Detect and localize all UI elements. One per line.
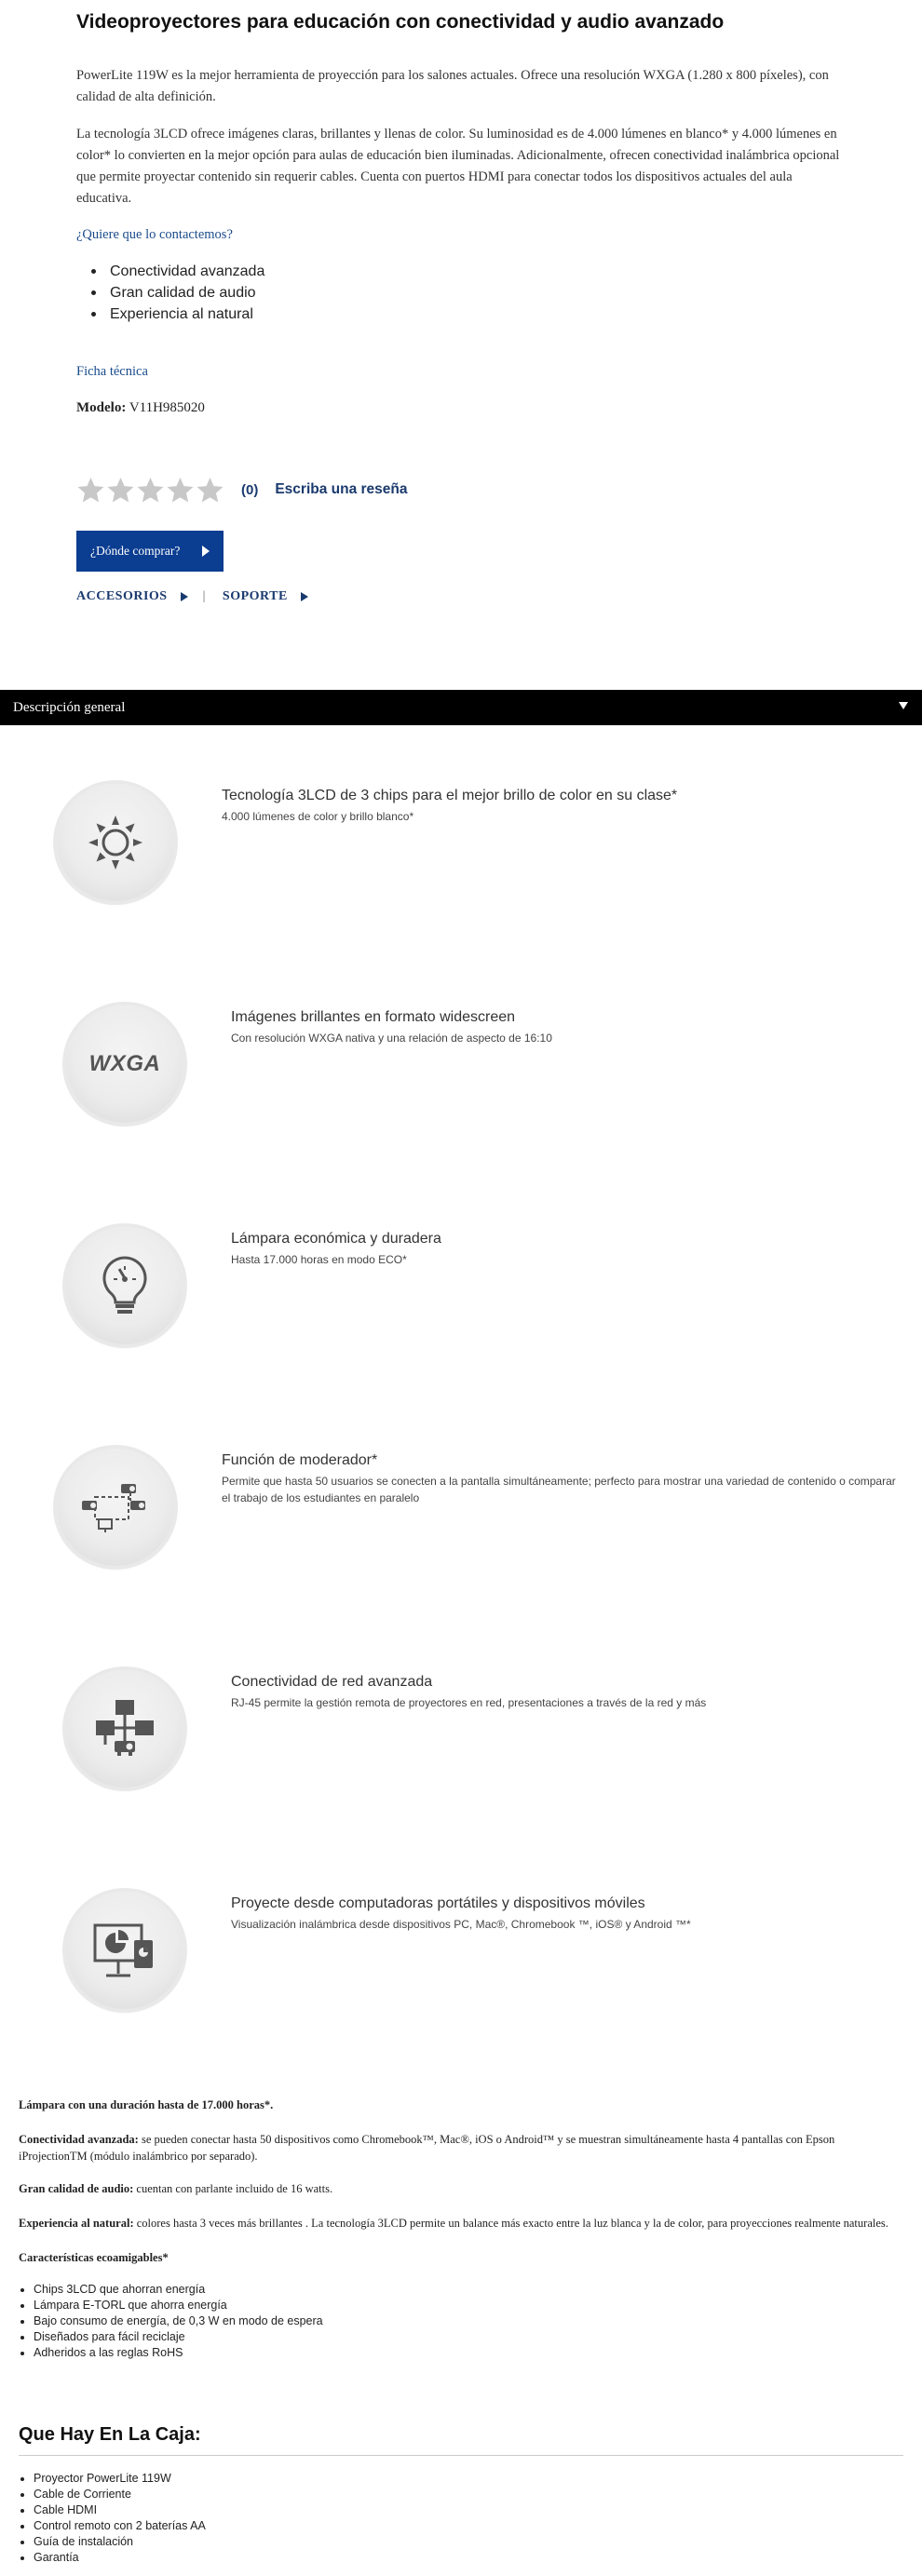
model-info — [76, 400, 205, 416]
star-icon[interactable] — [76, 476, 105, 505]
list-item: Adheridos a las reglas RoHS — [34, 2345, 323, 2361]
model-label: Modelo: — [76, 400, 127, 415]
lamp-note-text: Lámpara con una duración hasta de 17.000 horas*. — [19, 2098, 274, 2111]
star-icon[interactable] — [196, 476, 224, 505]
list-item: Experiencia al natural — [110, 303, 264, 325]
wxga-icon — [66, 1005, 183, 1123]
list-item: Proyector PowerLite 119W — [34, 2471, 206, 2487]
list-item: Cable HDMI — [34, 2502, 206, 2518]
secondary-links — [76, 589, 308, 604]
audio-note — [19, 2180, 903, 2197]
technology-paragraph: La tecnología 3LCD ofrece imágenes claras, brillantes y llenas de color. Su luminosidad es de 4.000 lúmenes en blanco* y 4.000 lúmenes en color* lo convierten en la mejor opción para aulas de educación bien iluminadas. Adicionalmente, ofrecen conectividad inalámbrica opcional que permite proyectar contenido sin requerir cables. Cuenta con puertos HDMI para conectar todos los dispositivos actuales del aula educativa. — [76, 127, 840, 206]
list-item: Guía de instalación — [34, 2534, 206, 2550]
spec-sheet-link[interactable]: Ficha técnica — [76, 364, 148, 379]
feature-title: Tecnología 3LCD de 3 chips para el mejor brillo de color en su clase* — [222, 788, 678, 803]
natural-note — [19, 2215, 903, 2232]
box-contents-title: Que Hay En La Caja: — [19, 2424, 201, 2445]
caret-down-icon[interactable] — [899, 702, 908, 709]
review-count: (0) — [241, 481, 259, 498]
triangle-right-icon — [181, 592, 188, 601]
feature-description: Hasta 17.000 horas en modo ECO* — [231, 1253, 407, 1266]
devices-presentation-icon — [66, 1892, 183, 2009]
eco-title: Características ecoamigables* — [19, 2251, 169, 2264]
play-arrow-icon — [202, 546, 210, 557]
eco-heading — [19, 2249, 903, 2266]
list-item: Cable de Corriente — [34, 2487, 206, 2502]
natural-label: Experiencia al natural: — [19, 2217, 134, 2230]
list-item: Garantía — [34, 2550, 206, 2566]
feature-row — [0, 775, 922, 905]
description-accordion-header[interactable] — [0, 690, 922, 725]
moderator-network-icon — [57, 1449, 174, 1566]
network-topology-icon — [66, 1670, 183, 1787]
star-icon[interactable] — [166, 476, 195, 505]
list-item: Gran calidad de audio — [110, 282, 264, 303]
list-item: Bajo consumo de energía, de 0,3 W en modo de espera — [34, 2314, 323, 2327]
feature-title: Proyecte desde computadoras portátiles y dispositivos móviles — [231, 1895, 645, 1911]
star-icon[interactable] — [136, 476, 165, 505]
page-title: Videoproyectores para educación con conectividad y audio avanzado — [76, 11, 725, 33]
write-review-link[interactable]: Escriba una reseña — [275, 481, 408, 497]
connectivity-note — [19, 2131, 903, 2165]
list-item: Lámpara E-TORL que ahorra energía — [34, 2298, 323, 2313]
box-contents-list — [34, 2471, 206, 2566]
rating-bar — [76, 471, 408, 508]
feature-row — [0, 1218, 922, 1348]
list-item: Diseñados para fácil reciclaje — [34, 2329, 323, 2345]
list-item: Conectividad avanzada — [110, 261, 264, 282]
feature-row — [0, 1439, 922, 1570]
feature-description: 4.000 lúmenes de color y brillo blanco* — [222, 810, 414, 823]
audio-label: Gran calidad de audio: — [19, 2182, 134, 2195]
triangle-right-icon — [301, 592, 308, 601]
feature-row — [0, 1661, 922, 1791]
accessories-link[interactable]: ACCESORIOS — [76, 589, 168, 603]
description-title: Descripción general — [13, 699, 126, 715]
feature-title: Lámpara económica y duradera — [231, 1231, 441, 1247]
connectivity-label: Conectividad avanzada: — [19, 2133, 139, 2146]
feature-description: Visualización inalámbrica desde dispositivos PC, Mac®, Chromebook ™, iOS® y Android ™* — [231, 1918, 691, 1931]
model-value: V11H985020 — [129, 400, 205, 415]
feature-title: Imágenes brillantes en formato widescreen — [231, 1009, 516, 1025]
where-to-buy-label: ¿Dónde comprar? — [90, 544, 181, 558]
star-rating[interactable] — [76, 476, 224, 505]
list-item: Chips 3LCD que ahorran energía — [34, 2282, 323, 2298]
intro-paragraph: PowerLite 119W es la mejor herramienta de proyección para los salones actuales. Ofrece una resolución WXGA (1.280 x 800 píxeles), con calidad de alta definición. — [76, 68, 829, 104]
natural-text: colores hasta 3 veces más brillantes . La tecnología 3LCD permite un balance más exacto entre la luz blanca y la de color, para proyecciones realmente naturales. — [133, 2217, 888, 2230]
connectivity-text: se pueden conectar hasta 50 dispositivos como Chromebook™, Mac®, iOS o Android™ y se muestran simultáneamente hasta 4 pantallas con Epson iProjectionTM (módulo inalámbrico por separado). — [19, 2133, 835, 2163]
eco-list — [34, 2282, 323, 2361]
feature-description: Con resolución WXGA nativa y una relación de aspecto de 16:10 — [231, 1032, 552, 1045]
support-link[interactable]: SOPORTE — [222, 589, 288, 603]
divider — [19, 2455, 903, 2456]
lamp-note — [19, 2097, 903, 2113]
link-separator: | — [202, 589, 206, 603]
feature-row — [0, 1882, 922, 2013]
feature-description: Permite que hasta 50 usuarios se conecten a la pantalla simultáneamente; perfecto para mostrar una variedad de contenido o comparar el trabajo de los estudiantes en paralelo — [222, 1475, 896, 1504]
lamp-bulb-icon — [66, 1227, 183, 1344]
sun-brightness-icon — [57, 784, 174, 901]
list-item: Control remoto con 2 baterías AA — [34, 2519, 206, 2532]
where-to-buy-button[interactable] — [76, 531, 224, 572]
feature-description: RJ-45 permite la gestión remota de proyectores en red, presentaciones a través de la red y más — [231, 1696, 707, 1709]
feature-title: Conectividad de red avanzada — [231, 1674, 433, 1690]
star-icon[interactable] — [106, 476, 135, 505]
feature-title: Función de moderador* — [222, 1452, 378, 1468]
audio-text: cuentan con parlante incluido de 16 watts. — [133, 2182, 333, 2195]
feature-bullets — [110, 261, 264, 325]
wxga-label: WXGA — [88, 1051, 161, 1076]
feature-row — [0, 996, 922, 1126]
contact-link[interactable]: ¿Quiere que lo contactemos? — [76, 227, 233, 242]
